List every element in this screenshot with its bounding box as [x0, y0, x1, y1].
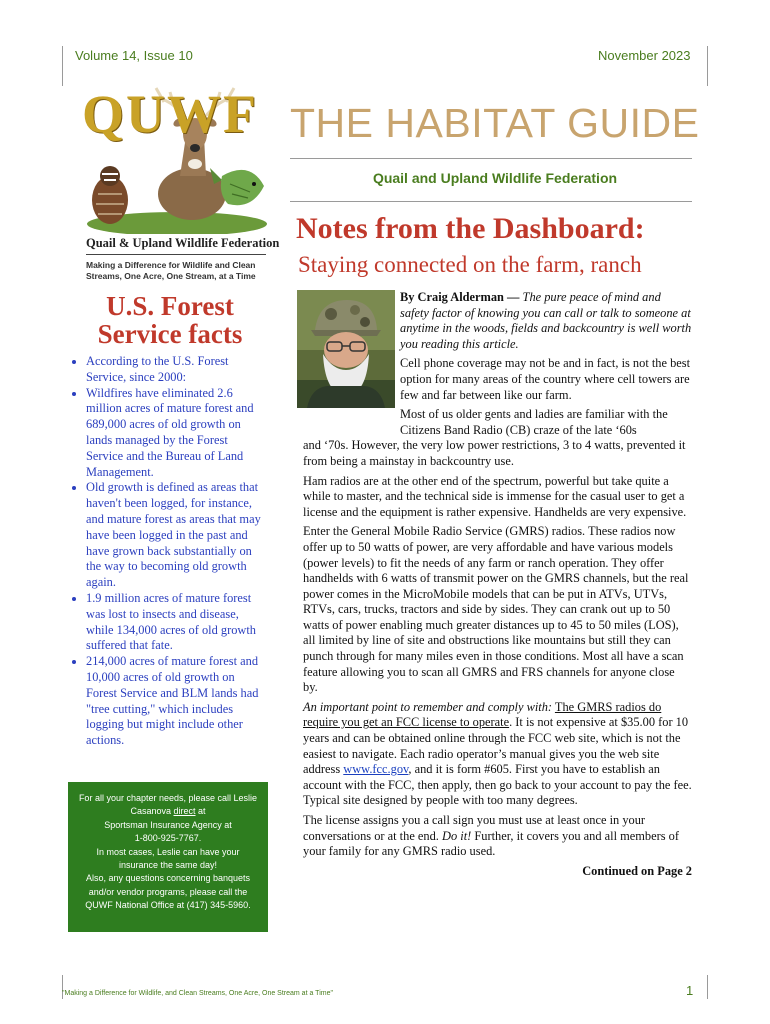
logo-tagline: Making a Difference for Wildlife and Clean Streams, One Acre, One Stream, at a Time [86, 260, 256, 281]
direct-link[interactable]: direct [173, 806, 196, 817]
list-item: • Wildfires have eliminated 2.6 million acres of mature forest and 689,000 acres of old growth on lands managed by the Forest Service and the Bureau of Land Management. [86, 386, 266, 481]
masthead-divider-top [290, 158, 692, 159]
article-paragraph-2b: and ‘70s. However, the very low power restrictions, 3 to 4 watts, prevented it from being a mainstay in backcountry use. [303, 438, 686, 468]
insurance-line1-end: at [198, 806, 206, 817]
list-item: • Old growth is defined as areas that haven't been logged, for instance, and mature forest as areas that may have been logged in the past and have grown back substantially on the way to becoming old growth again. [86, 480, 266, 591]
frame-bottom-right-line [707, 975, 708, 999]
insurance-phone: 1-800-925-7767. [134, 833, 202, 844]
article-p6-start: The license assigns you a call sign you must use at least once in your conversations or at the end. [303, 813, 646, 843]
volume-issue: Volume 14, Issue 10 [75, 48, 193, 63]
article-p5-italic: An important point to remember and comply with: [303, 699, 553, 714]
list-item: • According to the U.S. Forest Service, since 2000: [86, 354, 266, 386]
organization-name: Quail and Upland Wildlife Federation [372, 170, 618, 186]
article-paragraph-3: Ham radios are at the other end of the spectrum, powerful but take quite a while to master, and the technical side is immense for the casual user to get a license and the equipment is rather expensive. Handhelds are very expensive. [303, 473, 687, 519]
article-paragraph-1: Cell phone coverage may not be and in fact, is not the best option for many areas of the country where cell towers are few and far between like our farm. [400, 356, 691, 402]
insurance-line1: For all your chapter needs, please call Leslie Casanova [78, 793, 258, 817]
sidebar-title: U.S. Forest Service facts [97, 291, 243, 349]
article-p5-underline: The GMRS radios do require you get an FCC license to operate [303, 699, 662, 730]
continued-note: Continued on Page 2 [582, 863, 692, 878]
quwf-logo [82, 84, 280, 284]
footer-motto: "Making a Difference for Wildlife, and Clean Streams, One Acre, One Stream at a Time" [62, 990, 333, 997]
article-p5-end: , and it is form #605. First you have to establish an account with the FCC, then apply, then go back to your account to pay the fee. Typical site designed by people with too many degrees. [303, 762, 692, 808]
article-paragraph-2a: Most of us older gents and ladies are familiar with the Citizens Band Radio (CB) craze of the late ‘60s [400, 407, 668, 437]
list-item: • 214,000 acres of mature forest and 10,000 acres of old growth on Forest Service and BLM lands had "tree cutting," which includes logging but might include other actions. [86, 654, 266, 749]
logo-divider [86, 254, 266, 255]
newsletter-title: THE HABITAT GUIDE [290, 100, 700, 146]
masthead-divider-bottom [290, 201, 692, 202]
national-office-info: Also, any questions concerning banquets and/or vendor programs, please call the QUWF National Office at (417) 345-5960. [85, 873, 251, 911]
issue-date: November 2023 [598, 48, 691, 63]
insurance-agency: Sportsman Insurance Agency at [104, 819, 232, 830]
article-p6-end: Further, it covers you and all members of your family for any GMRS radio used. [303, 828, 679, 859]
article-subheadline: Staying connected on the farm, ranch [298, 252, 642, 277]
logo-wordmark: QUWF [82, 84, 258, 144]
frame-right-line [707, 46, 708, 86]
article-p5-mid: . It is not expensive at $35.00 for 10 years and can be obtained online through the FCC web site, which is not the easiest to navigate. Each radio operator’s manual gives you the web site address [303, 715, 689, 777]
frame-left-line [62, 46, 63, 86]
article-body [303, 290, 692, 879]
article-p6-italic: Do it! [442, 828, 472, 843]
forest-facts-list [70, 354, 266, 749]
article-byline: By Craig Alderman — [400, 290, 520, 304]
insurance-same-day: In most cases, Leslie can have your insurance the same day! [96, 846, 240, 871]
list-item: • 1.9 million acres of mature forest was lost to insects and disease, while 134,000 acres of old growth suffered that fate. [86, 591, 266, 654]
article-headline: Notes from the Dashboard: [296, 212, 645, 245]
page-number: 1 [686, 983, 694, 998]
insurance-info-box [68, 782, 268, 932]
logo-federation-name: Quail & Upland Wildlife Federation [86, 236, 280, 250]
article-paragraph-4: Enter the General Mobile Radio Service (GMRS) radios. These radios now offer up to 50 watts of power, are very affordable and have various models (power levels) to fit the needs of any farm or ranch operation. They offer handhelds with 6 watts of transmit power on the GMRS channels, but the real power comes in the MicroMobile models that can be put in ATVs, UTVs, RTVs, cars, trucks, tractors and side by sides. They can crank out up to 50 watts of power enabling much greater distances up to 45 to 50 miles (LOS), all limited by line of site and obstructions like mountains but still they can punch through for many miles even in those conditions. Most all have a scan feature allowing you to scan all GMRS and FRS channels for anyone close by. [303, 524, 689, 695]
article-lede: The pure peace of mind and safety factor of knowing you can call or talk to someone at anytime in the woods, fields and backcountry is well worth you reading this article. [400, 290, 692, 351]
fcc-link[interactable]: www.fcc.gov [343, 762, 409, 777]
